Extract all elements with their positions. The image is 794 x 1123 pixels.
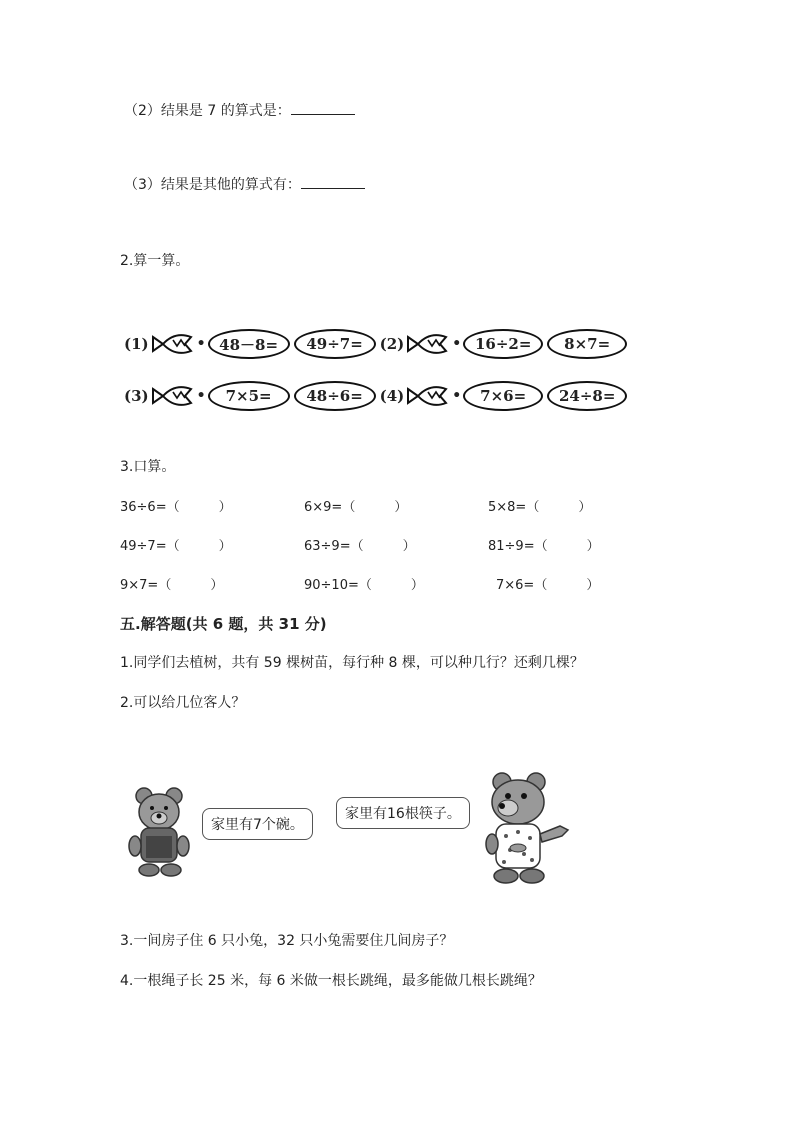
problem-3: 3.一间房子住 6 只小兔，32 只小兔需要住几间房子？ <box>120 933 454 949</box>
equation-oval: 49÷7= <box>294 329 376 359</box>
oral-calc-item[interactable]: 81÷9=（ ） <box>488 539 600 554</box>
bubble-dot: • <box>196 388 206 404</box>
bear-left-illustration <box>126 784 194 880</box>
speech-bubble-left: 家里有7个碗。 <box>202 808 313 840</box>
fish-row-2 <box>124 379 631 413</box>
speech-bubble-right: 家里有16根筷子。 <box>336 797 470 829</box>
equation-oval: 48÷6= <box>294 381 376 411</box>
fish-icon <box>151 383 195 409</box>
problem-1: 1.同学们去植树，共有 59 棵树苗，每行种 8 棵，可以种几行？还剩几棵？ <box>120 655 584 671</box>
fish-row-1 <box>124 327 631 361</box>
oral-calc-item[interactable]: 63÷9=（ ） <box>304 539 416 554</box>
fish-icon <box>406 331 450 357</box>
bubble-dot: • <box>452 336 462 352</box>
section-2-title: 2.算一算。 <box>120 253 190 269</box>
oral-calc-item[interactable]: 36÷6=（ ） <box>120 500 232 515</box>
equation-oval: 8×7= <box>547 329 627 359</box>
answer-blank[interactable] <box>301 176 365 189</box>
bubble-dot: • <box>452 388 462 404</box>
oral-calc-item[interactable]: 90÷10=（ ） <box>304 578 424 593</box>
fish-icon <box>406 383 450 409</box>
oral-calc-item[interactable]: 5×8=（ ） <box>488 500 592 515</box>
oral-calc-item[interactable]: 7×6=（ ） <box>496 578 600 593</box>
question-3-text: （3）结果是其他的算式有： <box>124 177 301 193</box>
bear-right-illustration <box>478 770 574 886</box>
equation-oval: 16÷2= <box>463 329 543 359</box>
problem-label: (1) <box>124 335 149 353</box>
problem-label: (2) <box>379 335 405 353</box>
fish-icon <box>151 331 195 357</box>
oral-calc-item[interactable]: 9×7=（ ） <box>120 578 224 593</box>
bubble-dot: • <box>196 336 206 352</box>
equation-oval: 7×5= <box>208 381 290 411</box>
problem-label: (4) <box>379 387 405 405</box>
question-2-text: （2）结果是 7 的算式是： <box>124 103 291 119</box>
question-2-line <box>124 100 355 120</box>
oral-calc-item[interactable]: 6×9=（ ） <box>304 500 408 515</box>
equation-oval: 48－8= <box>208 329 290 359</box>
section-3-title: 3.口算。 <box>120 459 176 475</box>
oral-calc-item[interactable]: 49÷7=（ ） <box>120 539 232 554</box>
equation-oval: 7×6= <box>463 381 543 411</box>
problem-4: 4.一根绳子长 25 米，每 6 米做一根长跳绳，最多能做几根长跳绳？ <box>120 973 542 989</box>
question-3-line <box>124 174 365 194</box>
equation-oval: 24÷8= <box>547 381 627 411</box>
problem-2: 2.可以给几位客人？ <box>120 695 246 711</box>
problem-label: (3) <box>124 387 149 405</box>
section-5-heading: 五.解答题(共 6 题，共 31 分) <box>120 615 327 633</box>
answer-blank[interactable] <box>291 102 355 115</box>
